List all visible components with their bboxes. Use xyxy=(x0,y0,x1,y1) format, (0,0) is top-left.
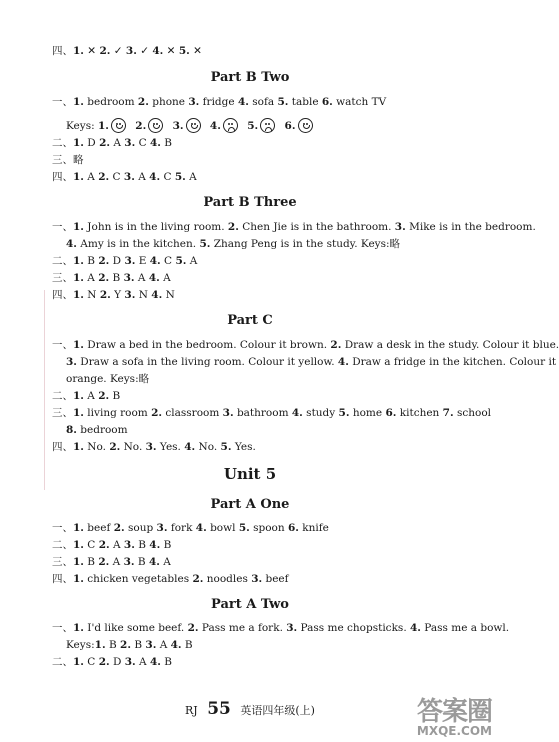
answer-line: 一、1. I'd like some beef. 2. Pass me a fork. 3. Pass me chopsticks. 4. Pass me a bowl. xyxy=(52,622,510,634)
smile-face-icon xyxy=(186,118,201,133)
section-heading: Part A One xyxy=(210,497,290,512)
answer-line: 8. bedroom xyxy=(66,424,128,436)
sad-face-icon xyxy=(260,118,275,133)
section-heading: Part B Three xyxy=(203,195,297,210)
answer-line: 三、1. B 2. A 3. B 4. A xyxy=(52,556,171,568)
answer-line: 四、1. A 2. C 3. A 4. C 5. A xyxy=(52,171,197,183)
answer-line: 四、1. ✕ 2. ✓ 3. ✓ 4. ✕ 5. ✕ xyxy=(52,45,202,57)
answer-line: 四、1. N 2. Y 3. N 4. N xyxy=(52,289,175,301)
smile-face-icon xyxy=(298,118,313,133)
book-title: 英语四年级(上) xyxy=(240,704,315,717)
answer-line: 4. Amy is in the kitchen. 5. Zhang Peng is in the study. Keys:略 xyxy=(66,238,401,250)
answer-line: 三、略 xyxy=(52,154,84,166)
answer-line: 二、1. B 2. D 3. E 4. C 5. A xyxy=(52,255,198,267)
answer-line: 二、1. C 2. A 3. B 4. B xyxy=(52,539,172,551)
answer-line: 二、1. D 2. A 3. C 4. B xyxy=(52,137,173,149)
answer-line: 一、1. Draw a bed in the bedroom. Colour it brown. 2. Draw a desk in the study. Colour it blue. xyxy=(52,339,559,351)
answer-line: 一、1. John is in the living room. 2. Chen Jie is in the bathroom. 3. Mike is in the bedroom. xyxy=(52,221,536,233)
answer-line: 一、1. bedroom 2. phone 3. fridge 4. sofa 5. table 6. watch TV xyxy=(52,96,387,108)
keys-line: Keys: 1. 2. 3. 4. 5. 6. xyxy=(66,118,313,133)
watermark-url: MXQE.COM xyxy=(416,724,492,738)
keys-line: Keys:1. B 2. B 3. A 4. B xyxy=(66,639,193,651)
answer-line: 三、1. A 2. B 3. A 4. A xyxy=(52,272,171,284)
answer-line: 3. Draw a sofa in the living room. Colour it yellow. 4. Draw a fridge in the kitchen. Colour it xyxy=(66,356,557,368)
watermark-title: 答案圈 xyxy=(416,697,492,727)
smile-face-icon xyxy=(148,118,163,133)
answer-line: 二、1. C 2. D 3. A 4. B xyxy=(52,656,173,668)
page-number: 55 xyxy=(207,699,231,719)
unit-heading: Unit 5 xyxy=(223,465,277,483)
answer-line: 三、1. living room 2. classroom 3. bathroom 4. study 5. home 6. kitchen 7. school xyxy=(52,407,492,419)
answer-line: 四、1. No. 2. No. 3. Yes. 4. No. 5. Yes. xyxy=(52,441,256,453)
watermark-logo xyxy=(417,691,492,738)
section-heading: Part C xyxy=(227,313,273,328)
answer-line: 一、1. beef 2. soup 3. fork 4. bowl 5. spoon 6. knife xyxy=(52,522,329,534)
smile-face-icon xyxy=(111,118,126,133)
answer-line: 二、1. A 2. B xyxy=(52,390,121,402)
section-heading: Part B Two xyxy=(210,70,290,85)
answer-line: 四、1. chicken vegetables 2. noodles 3. beef xyxy=(52,573,289,585)
sad-face-icon xyxy=(223,118,238,133)
section-heading: Part A Two xyxy=(211,597,289,612)
footer-code: RJ xyxy=(185,704,198,717)
answer-line: orange. Keys:略 xyxy=(66,373,150,385)
